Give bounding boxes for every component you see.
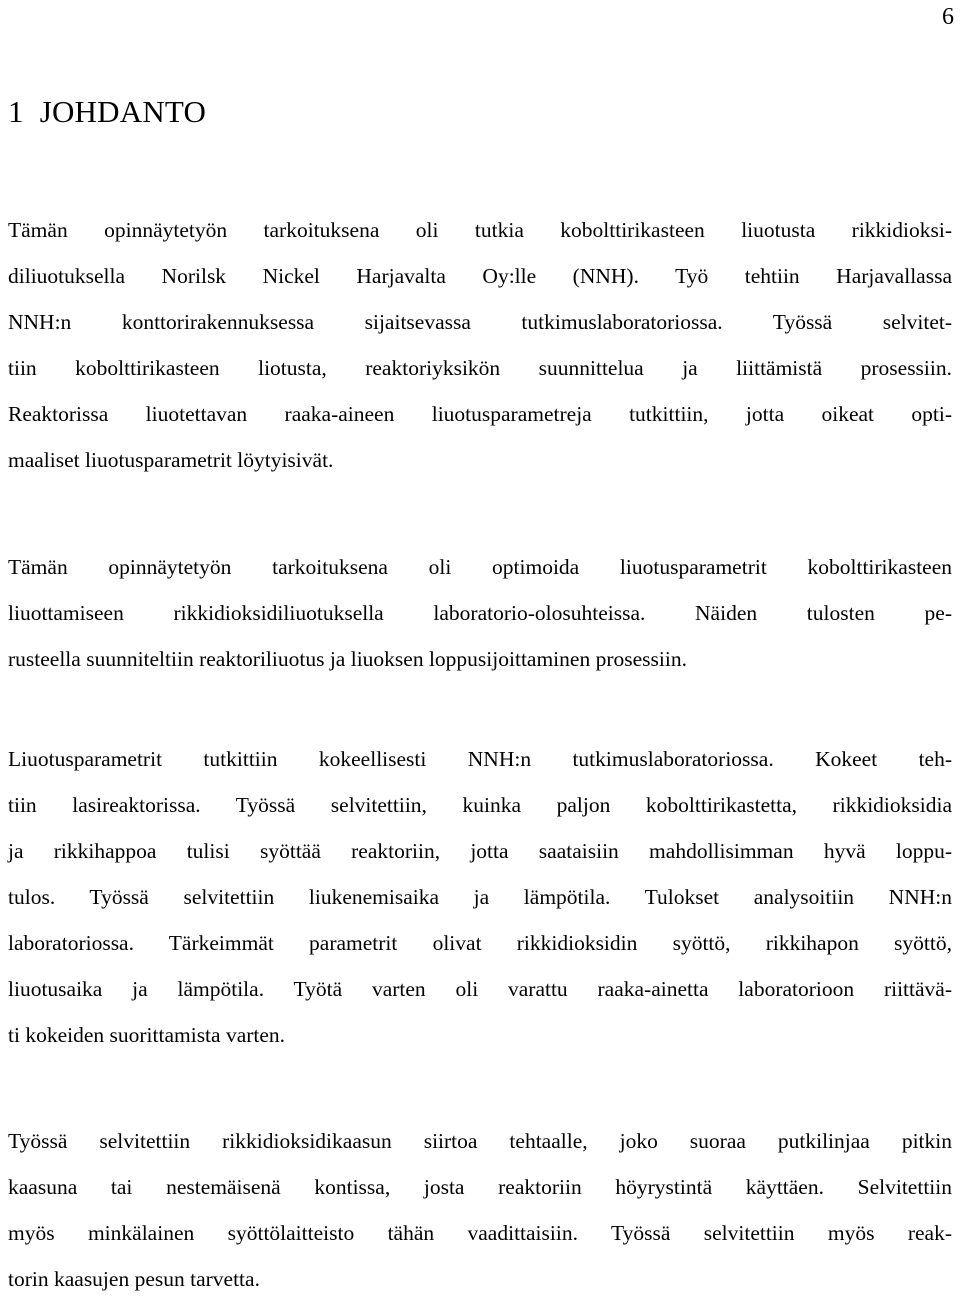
- paragraph-line: diliuotuksella Norilsk Nickel Harjavalta Oy:lle (NNH). Työ tehtiin Harjavallassa: [8, 264, 952, 288]
- paragraph-line: tiin lasireaktorissa. Työssä selvitettiin, kuinka paljon kobolttirikastetta, rikkidioksidia: [8, 793, 952, 817]
- page-number: 6: [942, 4, 954, 30]
- paragraph-line: liuottamiseen rikkidioksidiliuotuksella laboratorio-olosuhteissa. Näiden tulosten pe-: [8, 601, 952, 625]
- paragraph-line: torin kaasujen pesun tarvetta.: [8, 1267, 260, 1291]
- paragraph-line: ti kokeiden suorittamista varten.: [8, 1023, 286, 1047]
- paragraph-line: laboratoriossa. Tärkeimmät parametrit olivat rikkidioksidin syöttö, rikkihapon syöttö,: [8, 931, 952, 955]
- paragraph-4: [8, 1118, 952, 1302]
- paragraph-line: liuotusaika ja lämpötila. Työtä varten oli varattu raaka-ainetta laboratorioon riittävä-: [8, 977, 952, 1001]
- paragraph-line: ja rikkihappoa tulisi syöttää reaktoriin, jotta saataisiin mahdollisimman hyvä loppu-: [8, 839, 952, 863]
- paragraph-line: maaliset liuotusparametrit löytyisivät.: [8, 448, 334, 472]
- paragraph-line: rusteella suunniteltiin reaktoriliuotus ja liuoksen loppusijoittaminen prosessiin.: [8, 647, 687, 671]
- paragraph-3: [8, 736, 952, 1058]
- paragraph-line: Tämän opinnäytetyön tarkoituksena oli tutkia kobolttirikasteen liuotusta rikkidioksi-: [8, 218, 952, 242]
- paragraph-line: Työssä selvitettiin rikkidioksidikaasun siirtoa tehtaalle, joko suoraa putkilinjaa pitkin: [8, 1129, 952, 1153]
- paragraph-line: kaasuna tai nestemäisenä kontissa, josta reaktoriin höyrystintä käyttäen. Selvitettiin: [8, 1175, 952, 1199]
- paragraph-line: Liuotusparametrit tutkittiin kokeellisesti NNH:n tutkimuslaboratoriossa. Kokeet teh-: [8, 747, 952, 771]
- chapter-number: 1: [8, 94, 24, 129]
- paragraph-line: myös minkälainen syöttölaitteisto tähän vaadittaisiin. Työssä selvitettiin myös reak-: [8, 1221, 952, 1245]
- paragraph-line: tulos. Työssä selvitettiin liukenemisaika ja lämpötila. Tulokset analysoitiin NNH:n: [8, 885, 952, 909]
- paragraph-line: tiin kobolttirikasteen liotusta, reaktoriyksikön suunnittelua ja liittämistä prosessiin.: [8, 356, 952, 380]
- chapter-heading: [8, 94, 206, 130]
- paragraph-line: NNH:n konttorirakennuksessa sijaitsevassa tutkimuslaboratoriossa. Työssä selvitet-: [8, 310, 952, 334]
- chapter-title: JOHDANTO: [39, 94, 207, 129]
- paragraph-1: [8, 207, 952, 483]
- paragraph-line: Tämän opinnäytetyön tarkoituksena oli optimoida liuotusparametrit kobolttirikasteen: [8, 555, 952, 579]
- paragraph-line: Reaktorissa liuotettavan raaka-aineen liuotusparametreja tutkittiin, jotta oikeat opti-: [8, 402, 952, 426]
- paragraph-2: [8, 544, 952, 682]
